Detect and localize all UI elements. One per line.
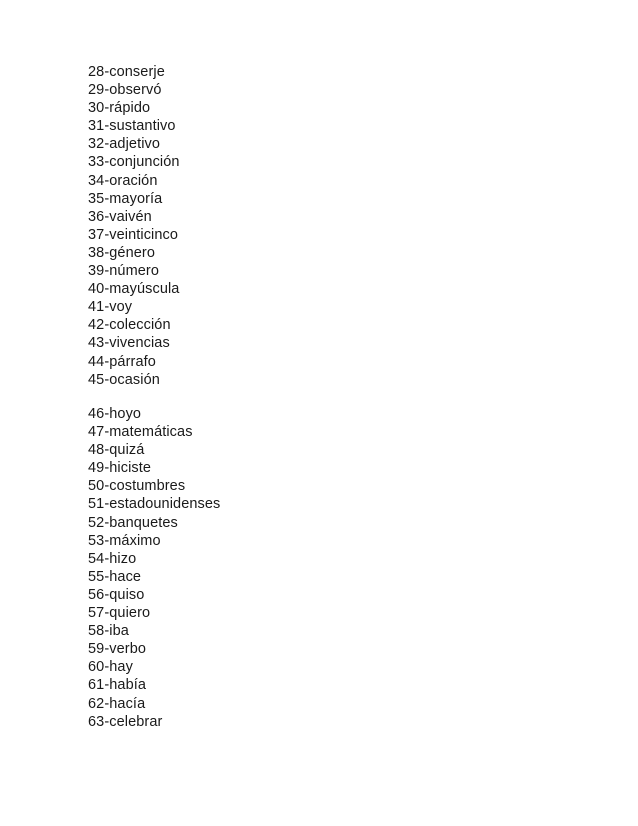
list-item: 31-sustantivo (88, 118, 176, 135)
list-item: 46-hoyo (88, 406, 142, 422)
list-item: 44-párrafo (88, 353, 156, 370)
list-item: 48-quizá (88, 442, 145, 459)
list-item: 38-género (88, 244, 156, 261)
list-item: 36-vaivén (88, 208, 152, 225)
list-item: 57-quiero (88, 605, 151, 622)
list-item: 49-hiciste (88, 460, 152, 477)
list-item: 55-hace (88, 568, 142, 585)
list-item: 43-vivencias (88, 335, 170, 352)
list-item: 41-voy (88, 299, 133, 316)
list-item: 56-quiso (88, 586, 145, 603)
list-item: 63-celebrar (88, 713, 163, 730)
list-item: 47-matemáticas (88, 424, 193, 441)
list-item: 32-adjetivo (88, 136, 161, 153)
list-item: 50-costumbres (88, 478, 186, 495)
list-item: 35-mayoría (88, 190, 163, 207)
list-item: 52-banquetes (88, 514, 178, 531)
list-item: 61-había (88, 677, 147, 694)
list-item: 58-iba (88, 623, 129, 640)
list-item: 60-hay (88, 659, 133, 676)
list-item: 62-hacía (88, 695, 146, 712)
list-item: 51-estadounidenses (88, 496, 221, 513)
list-item: 37-veinticinco (88, 226, 179, 243)
list-item: 39-número (88, 263, 160, 280)
list-item: 45-ocasión (88, 371, 160, 388)
word-list-group-one (88, 63, 180, 389)
list-item: 59-verbo (88, 641, 147, 658)
list-item: 54-hizo (88, 550, 137, 567)
list-item: 53-máximo (88, 532, 161, 549)
list-item: 42-colección (88, 317, 171, 334)
list-item: 40-mayúscula (88, 281, 180, 298)
list-item: 28-conserje (88, 64, 165, 80)
list-item: 30-rápido (88, 100, 151, 117)
list-item: 34-oración (88, 172, 158, 189)
list-item: 29-observó (88, 82, 162, 99)
list-item: 33-conjunción (88, 154, 180, 171)
word-list-group-two (88, 405, 220, 731)
